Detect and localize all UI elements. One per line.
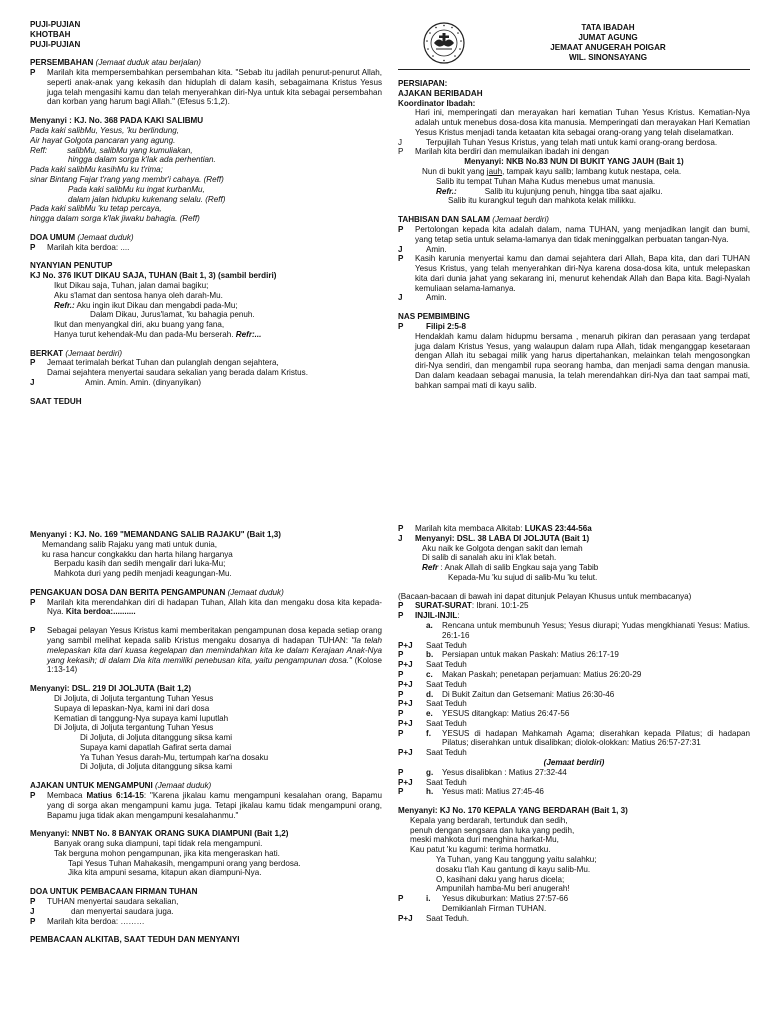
lyric-line	[30, 175, 382, 185]
doa-umum-heading: DOA UMUM (Jemaat duduk)	[30, 232, 134, 242]
lyric-text: Memandang salib Rajaku yang mati untuk dunia,	[42, 539, 218, 549]
reading-text: Saat Teduh	[426, 718, 467, 728]
lyric-text: Hanya turut kehendak-Mu dan pada-Mu berserah.	[54, 329, 234, 339]
speaker-label: P	[398, 894, 404, 904]
speaker-label	[398, 904, 426, 914]
song-title: Menyanyi : KJ. No. 169 "MEMANDANG SALIB RAJAKU" (Bait 1,3)	[30, 530, 281, 539]
reading-text: Saat Teduh	[426, 679, 467, 689]
lyric-text: Pada kaki salibMu, Yesus, 'ku berlindung,	[30, 126, 179, 136]
reading-text: Makan Paskah; penetapan perjamuan: Matius 26:20-29	[442, 669, 642, 679]
reading-letter: c.	[426, 669, 433, 679]
berkat-line: Damai sejahtera menyertai saudara sekalian yang berada dalam Kristus.	[47, 368, 308, 378]
lyric-text: jauh	[486, 167, 503, 177]
lyric-line	[30, 723, 382, 733]
reading-text: Saat Teduh	[426, 660, 467, 670]
lyric-line	[30, 714, 382, 724]
lyric-text: Ikut dan menyangkal diri, aku buang yang fana,	[54, 320, 225, 330]
reading-text: YESUS di hadapan Mahkamah Agama; diserahkan kepada Pilatus; di hadapan Pilatus; diserahkan untuk disalibkan; diolok-olokkan: Matius 26:57-27:31	[442, 728, 750, 748]
church-seal-logo	[422, 21, 466, 65]
reading-text: Demikianlah Firman TUHAN.	[442, 903, 547, 913]
speaker-label: P+J	[398, 640, 413, 650]
readings-list	[398, 768, 750, 797]
reading-line	[398, 894, 750, 904]
intro-line: KHOTBAH	[30, 29, 71, 39]
lyric-text: dosaku t'lah Kau gantung di kayu salib-Mu.	[436, 864, 591, 874]
reading-text: YESUS ditangkap: Matius 26:47-56	[442, 709, 570, 719]
surat-line: P SURAT-SURAT: Ibrani. 10:1-25	[398, 601, 529, 611]
lyric-line	[30, 569, 382, 579]
lyric-line	[30, 743, 382, 753]
lyric-line	[398, 884, 750, 894]
refrain-label: Refr	[422, 563, 439, 573]
lyric-text: penuh dengan sengsara dan luka yang pedih,	[410, 825, 575, 835]
liturgy-text: Kasih karunia menyertai kamu dan damai sejahtera dari Allah, Bapa kita, dan dari TUHAN Yesus Kristus, yang telah menyerahkan diri-Nya karena dosa-dosa kita, untuk melepaskan kita dari dunia jahat yang sekarang ini, menurut kehendak Allah dan Bapa kita. Bagi-Nyalah kemuliaan selama-lamanya.	[415, 254, 750, 293]
doa-items	[30, 897, 382, 926]
speaker-label: P	[398, 767, 404, 777]
song-title: Menyanyi: KJ No. 170 KEPALA YANG BERDARAH (Bait 1, 3)	[398, 806, 628, 816]
lyric-text: Pada kaki salibMu kasihMu ku t'rima;	[30, 165, 163, 175]
speaker-label: P	[398, 728, 404, 738]
reading-line	[398, 719, 750, 729]
lyric-text: Di Joljuta, di Joljuta ditanggung siksa kami	[80, 733, 233, 743]
lyric-line	[30, 281, 382, 291]
reading-line	[398, 778, 750, 788]
liturgy-text: Amin.	[426, 293, 447, 303]
reading-text: Saat Teduh	[426, 640, 467, 650]
reading-line	[398, 621, 750, 641]
lyric-line	[30, 214, 382, 224]
lyric-line	[30, 859, 382, 869]
reading-text: Saat Teduh	[426, 748, 467, 758]
song-lyrics	[30, 694, 382, 772]
berkat-line: P Jemaat terimalah berkat Tuhan dan pulanglah dengan sejahtera,	[30, 358, 279, 368]
pengakuan-line: P Marilah kita merendahkan diri di hadapan Tuhan, Allah kita dan mengaku dosa kita kepada-Nya. Kita berdoa:..........	[30, 597, 382, 617]
song-title: Menyanyi: NKB No.83 NUN DI BUKIT YANG JAUH (Bait 1)	[464, 157, 684, 167]
song-lyrics	[398, 816, 750, 894]
lyric-line	[398, 573, 750, 583]
lyric-text: Supaya kami dapatlah Gafirat serta damai	[80, 742, 232, 752]
quadrant-top-right	[398, 20, 750, 490]
lyric-line	[398, 553, 750, 563]
liturgy-line	[398, 225, 750, 245]
reading-line	[398, 709, 750, 719]
lyric-text: Jika kita ampuni sesama, kitapun akan diampuni-Nya.	[68, 868, 262, 878]
reading-line	[398, 787, 750, 797]
nyanyian-penutup-heading: NYANYIAN PENUTUP	[30, 261, 113, 271]
lyric-text: Mahkota duri yang pedih menjadi keagungan-Mu.	[54, 569, 232, 579]
berkat-response: J Amin. Amin. Amin. (dinyanyikan)	[30, 378, 202, 387]
lyric-text: Salib itu kurangkul teguh dan mahkota kelak milikku.	[448, 196, 637, 206]
lyric-line	[398, 167, 750, 177]
berita-pengampunan: P Sebagai pelayan Yesus Kristus kami memberitakan pengampunan dosa kepada setiap orang yang sambil melihat kepada salib Kristus mengaku dosanya di hadapan TUHAN: "Ia telah melepaskan kita dari kuasa kegelapan dan memindahkan kita ke dalam Kerajaan Anak-Nya yang kekasih; di dalam Dia kita memiliki penebusan kita, yaitu pengampunan dosa." (Kolose 1:13-14)	[30, 626, 382, 675]
reading-line	[398, 914, 750, 924]
speaker-label: P	[398, 669, 404, 679]
lyric-line	[398, 816, 750, 826]
lyric-text: , tampak kayu salib; lambang kutuk nestapa, cela.	[502, 167, 682, 177]
quadrant-bottom-left	[30, 530, 382, 1010]
persembahan-heading: PERSEMBAHAN (Jemaat duduk atau berjalan)	[30, 58, 201, 68]
reading-text: Persiapan untuk makan Paskah: Matius 26:17-19	[442, 650, 619, 660]
reading-letter: h.	[426, 787, 434, 797]
lyric-line	[30, 301, 382, 311]
lyric-line	[30, 704, 382, 714]
speaker-label: P	[398, 689, 404, 699]
nas-pembimbing-heading: NAS PEMBIMBING	[398, 312, 470, 322]
speaker-label: P+J	[398, 718, 413, 728]
lyric-line	[30, 849, 382, 859]
pelayan-line: P Marilah kita berdiri dan memulaikan ibadah ini dengan	[398, 147, 609, 157]
lyric-text: meski mahkota duri menghina harkat-Mu,	[410, 835, 559, 845]
lyric-text: Kau patut 'ku kagumi: terima hormatku.	[410, 845, 551, 855]
koordinator-paragraph: Hari ini, memperingati dan merayakan hari kematian Tuhan Yesus Kristus. Kematian-Nya adalah untuk menebus dosa-dosa kita manusia. Memperingati dan merayakan Hari Kematian Yesus Kristus menjadi tanda ketaatan kita sebagai orang-orang yang telah diselamatkan.	[415, 108, 750, 137]
document-title: TATA IBADAH JUMAT AGUNG JEMAAT ANUGERAH POIGAR WIL. SINONSAYANG	[550, 22, 666, 63]
lyric-line	[30, 320, 382, 330]
tahbisan-heading: TAHBISAN DAN SALAM (Jemaat berdiri)	[398, 215, 549, 225]
lyric-text: salibMu, salibMu yang kumuliakan,	[67, 145, 193, 155]
jemaat-berdiri-note: (Jemaat berdiri)	[543, 757, 605, 767]
lyric-line	[398, 835, 750, 845]
speaker-label: J	[30, 906, 35, 916]
reading-letter: e.	[426, 709, 433, 719]
lyric-text: ku rasa hancur congkakku dan harta hilang harganya	[42, 549, 233, 559]
lyric-text: Salib itu kujunjung penuh, hingga tiba saat ajalku.	[484, 186, 663, 196]
lyric-line	[30, 868, 382, 878]
speaker-label: P+J	[398, 748, 413, 758]
reading-line	[398, 670, 750, 680]
lyric-line	[30, 185, 382, 195]
song-lyrics	[30, 839, 382, 878]
final-items	[398, 894, 750, 923]
liturgy-text: dan menyertai saudara juga.	[71, 906, 174, 916]
lyric-line	[30, 733, 382, 743]
lyric-line	[30, 136, 382, 146]
reading-text: Saat Teduh	[426, 699, 467, 709]
reading-text: Yesus disalibkan : Matius 27:32-44	[442, 767, 567, 777]
ajakan-mengampuni-heading: AJAKAN UNTUK MENGAMPUNI (Jemaat duduk)	[30, 781, 212, 791]
song-lyrics	[398, 167, 750, 206]
quadrant-bottom-right	[398, 524, 750, 1010]
lyric-line	[398, 826, 750, 836]
song-title: Menyanyi: DSL. 219 DI JOLJUTA (Bait 1,2)	[30, 684, 192, 694]
speaker-label: P	[398, 787, 404, 797]
reading-letter: a.	[426, 621, 433, 631]
doa-pembacaan-heading: DOA UNTUK PEMBACAAN FIRMAN TUHAN	[30, 887, 198, 897]
lyric-line	[398, 865, 750, 875]
intro-line: PUJI-PUJIAN	[30, 20, 81, 29]
lyric-text: hingga dalam sorga k'lak ada perhentian.	[68, 155, 216, 165]
lyric-text: : Anak Allah di salib Engkau saja yang Tabib	[440, 563, 599, 573]
reading-line	[398, 904, 750, 914]
lyric-text: Tapi Yesus Tuhan Mahakasih, mengampuni orang yang berdosa.	[68, 858, 301, 868]
speaker-label: P	[398, 650, 404, 660]
lyric-text: Kepala yang berdarah, tertunduk dan sedih,	[410, 815, 568, 825]
lyric-line	[398, 855, 750, 865]
lyric-text: O, kasihani daku yang harus dicela;	[436, 874, 565, 884]
lyric-line	[30, 330, 382, 340]
reading-letter: f.	[426, 728, 431, 738]
lyric-text: Kematian di tanggung-Nya supaya kami luputlah	[54, 713, 229, 723]
reading-line	[398, 748, 750, 758]
lyric-line	[30, 204, 382, 214]
song-title: Menyanyi: NNBT No. 8 BANYAK ORANG SUKA DIAMPUNI (Bait 1,2)	[30, 829, 289, 839]
lyric-line	[30, 839, 382, 849]
speaker-label: P+J	[398, 777, 413, 787]
reading-line	[398, 660, 750, 670]
header-divider	[398, 69, 750, 70]
lyric-text: Tak berguna mohon pengampunan, jika kita mengeraskan hati.	[54, 848, 280, 858]
lyric-label: Reff:	[30, 145, 48, 155]
refrain-label: Refr.:	[54, 300, 75, 310]
reading-text: Di Bukit Zaitun dan Getsemani: Matius 26:30-46	[442, 689, 615, 699]
lyric-line	[398, 177, 750, 187]
song-title: KJ No. 376 IKUT DIKAU SAJA, TUHAN (Bait 1, 3) (sambil berdiri)	[30, 271, 277, 281]
lyric-text: Pada kaki salibMu 'ku tetap percaya,	[30, 204, 162, 214]
lyric-text: sinar Bintang Fajar t'rang yang membr'i cahaya. (Reff)	[30, 174, 224, 184]
song-title: Menyanyi : KJ. No. 368 PADA KAKI SALIBMU	[30, 116, 204, 126]
lyric-text: Salib itu tempat Tuhan Maha Kudus menebus umat manusia.	[436, 176, 656, 186]
lyric-text: Air hayat Golgota pancaran yang agung.	[30, 135, 176, 145]
reading-line	[398, 768, 750, 778]
lyric-line	[30, 146, 382, 156]
reading-line	[398, 690, 750, 700]
intro-line: PUJI-PUJIAN	[30, 39, 81, 49]
lyric-text: Dalam Dikau, Jurus'lamat, 'ku bahagia penuh.	[90, 310, 255, 320]
liturgy-line	[398, 245, 750, 255]
reading-letter: g.	[426, 767, 434, 777]
lyric-line	[30, 195, 382, 205]
lyric-text: Di Joljuta, di Joljuta ditanggung siksa kami	[80, 762, 233, 772]
lyric-line	[30, 310, 382, 320]
lyric-text: Supaya di lepaskan-Nya, kami ini dari dosa	[54, 703, 210, 713]
lyric-line	[30, 155, 382, 165]
speaker-label: P	[30, 916, 36, 926]
lyric-line	[398, 875, 750, 885]
lyric-line	[398, 187, 750, 197]
speaker-label: P+J	[398, 913, 413, 923]
reading-line	[398, 699, 750, 709]
reading-line	[398, 650, 750, 660]
speaker-label: P	[30, 897, 36, 906]
lyric-text: Ya Tuhan Yesus darah-Mu, tertumpah kar'na dosaku	[80, 752, 269, 762]
lyric-text: Banyak orang suka diampuni, tapi tidak rela mengampuni.	[54, 839, 263, 849]
reading-text: Rencana untuk membunuh Yesus; Yesus diurapi; Yudas mengkhianati Yesus: Matius. 26:1-16	[442, 621, 750, 640]
lyric-line	[30, 550, 382, 560]
lyric-line	[30, 694, 382, 704]
pembacaan-heading: PEMBACAAN ALKITAB, SAAT TEDUH DAN MENYANYI	[30, 935, 240, 945]
lyric-line	[30, 126, 382, 136]
quadrant-top-left	[30, 20, 382, 490]
persiapan-heading: PERSIAPAN:	[398, 79, 448, 88]
lyric-line	[30, 753, 382, 763]
speaker-label: P	[398, 709, 404, 719]
document-header	[398, 20, 750, 66]
song-lyrics	[30, 126, 382, 224]
lyric-text: Pada kaki salibMu ku ingat kurbanMu,	[68, 184, 205, 194]
reading-line	[398, 641, 750, 651]
koordinator-label: Koordinator Ibadah:	[398, 98, 476, 108]
liturgy-text: Pertolongan kepada kita adalah dalam, nama TUHAN, yang menjadikan langit dan bumi, yang tetap setia untuk selama-lamanya dan tidak meninggalkan perbuatan tangan-Nya.	[415, 224, 750, 244]
speaker-label: P	[398, 224, 404, 234]
speaker-label: P+J	[398, 699, 413, 709]
lyric-line	[398, 845, 750, 855]
reading-letter	[426, 904, 442, 914]
liturgy-line	[398, 293, 750, 303]
bacaan-note: (Bacaan-bacaan di bawah ini dapat ditunjuk Pelayan Khusus untuk membacanya)	[398, 591, 692, 601]
speaker-label: P+J	[398, 679, 413, 689]
song-title-row: J Menyanyi: DSL. 38 LABA DI JOLJUTA (Bait 1)	[398, 533, 590, 543]
lyric-line	[398, 563, 750, 573]
doa-umum-line: P Marilah kita berdoa: ....	[30, 242, 130, 252]
liturgy-text: Amin.	[426, 244, 447, 254]
pengakuan-heading: PENGAKUAN DOSA DAN BERITA PENGAMPUNAN (Jemaat duduk)	[30, 587, 284, 597]
lyric-line	[398, 196, 750, 206]
lyric-text: Ya Tuhan, yang Kau tanggung yaitu salahku;	[436, 855, 597, 864]
tahbisan-items	[398, 225, 750, 303]
reading-text: Saat Teduh.	[426, 913, 470, 923]
refrain-label: Refr.:	[436, 186, 457, 196]
reading-letter: b.	[426, 650, 434, 660]
ajakan-heading: AJAKAN BERIBADAH	[398, 88, 483, 98]
lyric-text: Aku naik ke Golgota dengan sakit dan lemah	[422, 543, 583, 553]
reading-text: Yesus mati: Matius 27:45-46	[442, 787, 544, 797]
speaker-label: P+J	[398, 660, 413, 670]
speaker-label: J	[398, 244, 403, 254]
jemaat-response: J Terpujilah Tuhan Yesus Kristus, yang telah mati untuk kami orang-orang berdosa.	[398, 137, 718, 147]
reading-letter: d.	[426, 689, 434, 699]
lyric-line	[30, 540, 382, 550]
nas-paragraph: Hendaklah kamu dalam hidupmu bersama , menaruh pikiran dan perasaan yang terdapat juga dalam Kristus Yesus, yang walaupun dalam rupa Allah, tidak menganggap kesetaraan dengan Allah itu sebagai milik yang harus dipertahankan, melainkan telah mengosongkan diri-Nya sendiri, dan mengambil rupa seorang hamba, dan menjadi sama dengan manusia. Dan dalam keadaan sebagai manusia, Ia telah merendahkan diri-Nya dan taat sampai mati, bahkan sampai mati di kayu salib.	[415, 331, 750, 390]
lyric-text: dalam jalan hidupku kukenang selalu. (Reff)	[68, 194, 226, 204]
lyric-text: Nun di bukit yang	[422, 167, 487, 177]
liturgy-line	[30, 897, 382, 907]
membaca-alkitab-line: P Marilah kita membaca Alkitab: LUKAS 23:44-56a	[398, 524, 592, 533]
lyric-text: Ikut Dikau saja, Tuhan, jalan damai bagiku;	[54, 280, 209, 290]
injil-line: P INJIL-INJIL:	[398, 611, 460, 621]
lyric-text: Aku ingin ikut Dikau dan mengabdi pada-Mu;	[76, 300, 238, 310]
reading-line	[398, 729, 750, 749]
persembahan-paragraph: P Marilah kita mempersembahkan persembahan kita. "Sebab itu jadilah penurut-penurut Allah, seperti anak-anak yang kekasih dan hiduplah di dalam kasih, sebagaimana Kristus Yesus juga telah mengasihi kamu dan telah menyerahkan diri-Nya untuk kita sebagai persembahan dan korban yang harum bagi Allah." (Efesus 5:1,2).	[30, 68, 382, 107]
lyric-line	[30, 559, 382, 569]
liturgy-line	[398, 254, 750, 293]
lyric-text: Kepada-Mu 'ku sujud di salib-Mu 'ku telut.	[448, 572, 598, 582]
lyric-text: Di Joljuta, di Joljuta tergantung Tuhan Yesus	[54, 723, 214, 733]
lyric-text: Berpadu kasih dan sedih mengalir dari luka-Mu;	[54, 559, 226, 569]
lyric-text: hingga dalam sorga k'lak jiwaku bahagia. (Reff)	[30, 214, 200, 224]
speaker-label	[398, 621, 426, 641]
lyric-text: Ampunilah hamba-Mu beri anugerah!	[436, 884, 570, 894]
reading-text: Saat Teduh	[426, 777, 467, 787]
speaker-label: J	[398, 293, 403, 303]
song-lyrics	[30, 281, 382, 340]
song-lyrics	[398, 544, 750, 583]
liturgy-text: Marilah kita berdoa: ………	[47, 916, 145, 926]
speaker-label: P	[398, 254, 404, 264]
readings-list	[398, 621, 750, 758]
liturgy-line	[30, 907, 382, 917]
reading-text: Yesus dikuburkan: Matius 27:57-66	[442, 894, 569, 904]
song-lyrics	[30, 540, 382, 579]
lyric-line	[30, 165, 382, 175]
ajakan-mengampuni-line: P Membaca Matius 6:14-15: "Karena jikalau kamu mengampuni kesalahan orang, Bapamu yang di sorga akan mengampuni kamu juga. Tetapi jikalau kamu tidak mengampuni orang, Bapamu juga tidak akan mengampuni kesalahanmu."	[30, 790, 382, 820]
berkat-heading: BERKAT (Jemaat berdiri)	[30, 348, 123, 358]
liturgy-text: TUHAN menyertai saudara sekalian,	[47, 897, 179, 906]
lyric-text: Aku s'lamat dan sentosa hanya oleh darah-Mu.	[54, 290, 223, 300]
lyric-line	[30, 762, 382, 772]
lyric-text: Di Joljuta, di Joljuta tergantung Tuhan Yesus	[54, 693, 214, 703]
liturgy-line	[30, 917, 382, 927]
reading-letter: i.	[426, 894, 431, 904]
lyric-line	[30, 291, 382, 301]
reading-line	[398, 680, 750, 690]
nas-reference: P Filipi 2:5-8	[398, 321, 467, 331]
refrain-label: Refr:...	[235, 329, 262, 339]
saat-teduh-heading: SAAT TEDUH	[30, 396, 82, 406]
lyric-text: Di salib di sanalah aku ini k'lak betah.	[422, 553, 557, 563]
lyric-line	[398, 544, 750, 554]
